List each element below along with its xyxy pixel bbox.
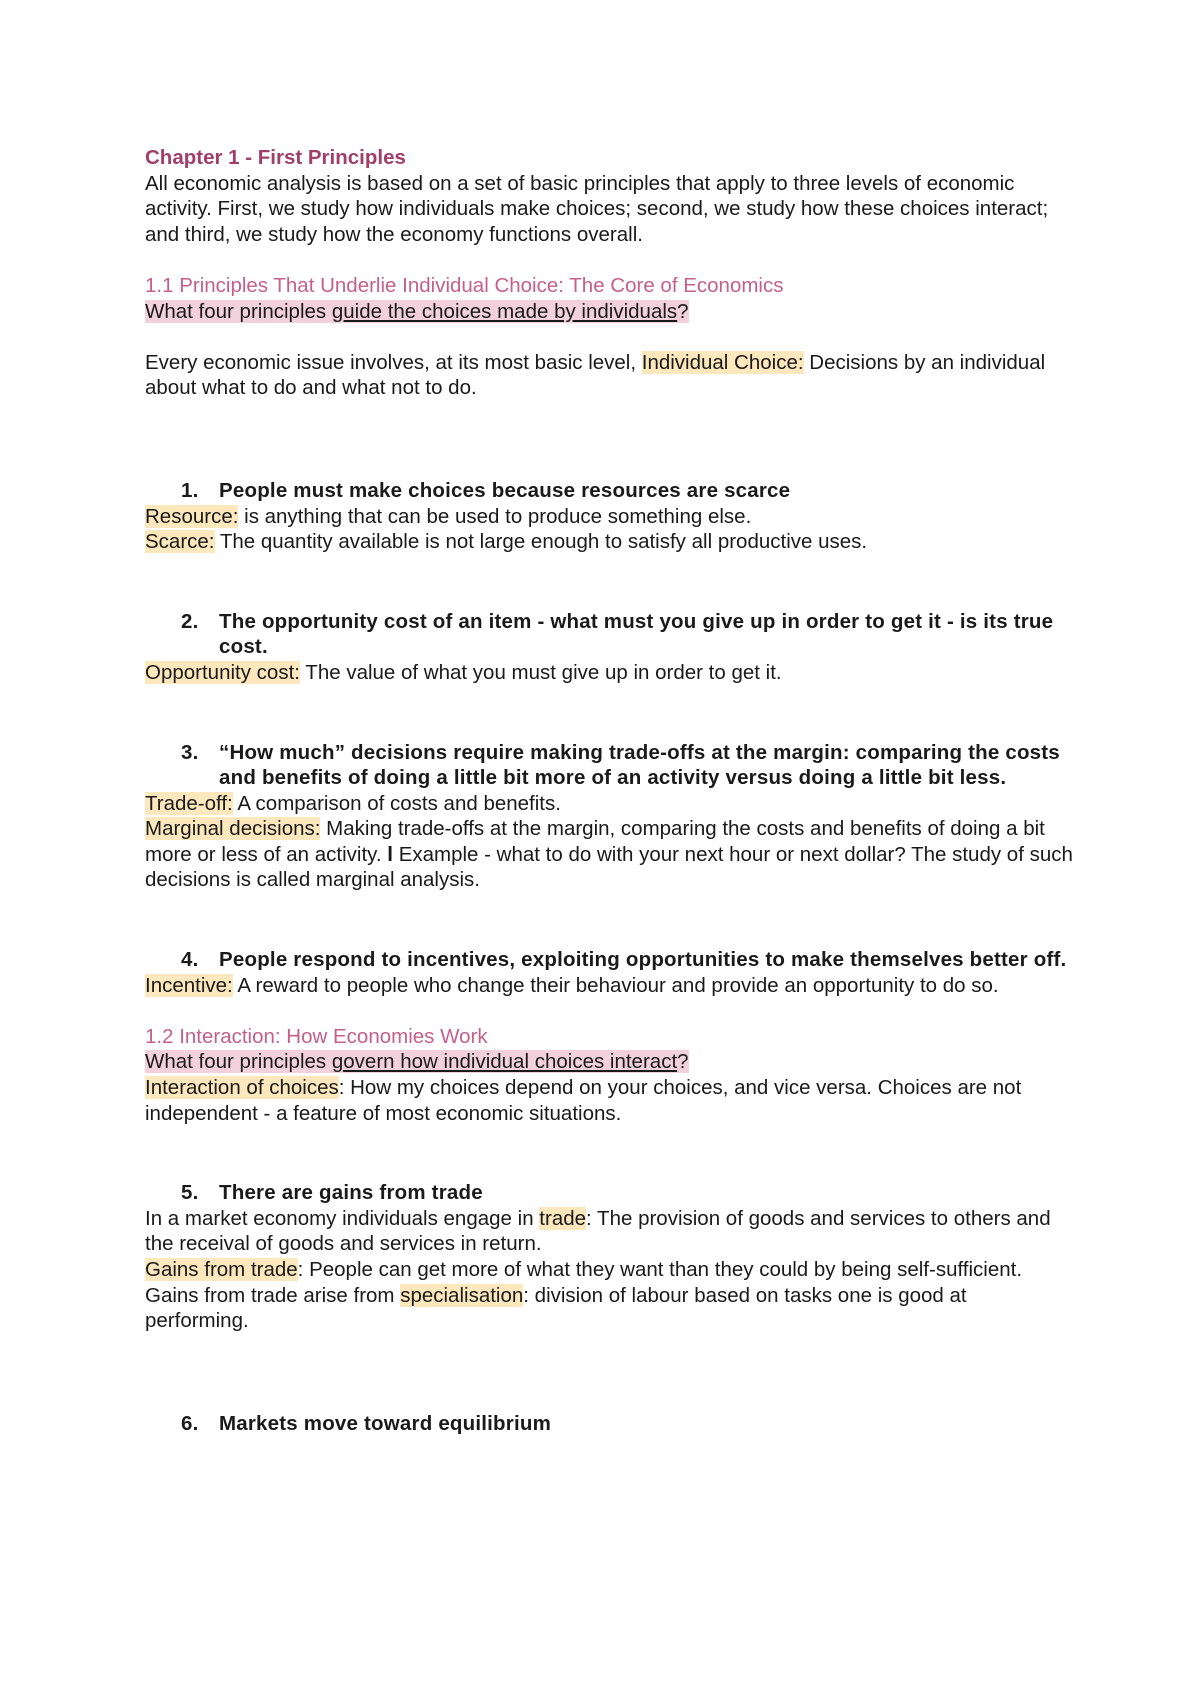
principle-heading-2: 2. The opportunity cost of an item - what must you give up in order to get it - is its true cost.	[181, 609, 1054, 659]
section-question-1-2: What four principles govern how individual choices interact?	[145, 1050, 689, 1074]
chapter-title: Chapter 1 - First Principles	[145, 146, 406, 169]
principle-heading-4: 4. People respond to incentives, exploiting opportunities to make themselves better off.	[181, 948, 1067, 972]
section-heading-1-1: 1.1 Principles That Underlie Individual Choice: The Core of Economics	[145, 273, 784, 297]
principle-heading-6: 6. Markets move toward equilibrium	[181, 1411, 551, 1435]
specialisation-paragraph: Gains from trade arise from specialisation: division of labour based on tasks one is good at performing.	[145, 1283, 967, 1333]
definition-incentive: Incentive: A reward to people who change their behaviour and provide an opportunity to do so.	[145, 973, 999, 997]
principle-heading-5: 5. There are gains from trade	[181, 1181, 483, 1205]
section-heading-1-2: 1.2 Interaction: How Economies Work	[145, 1024, 488, 1048]
principle-heading-3: 3. “How much” decisions require making trade-offs at the margin: comparing the costs and benefits of doing a little bit more of an activity versus doing a little bit less.	[181, 740, 1060, 790]
definition-resource: Resource: is anything that can be used to produce something else.	[145, 504, 752, 528]
definition-opportunity-cost: Opportunity cost: The value of what you must give up in order to get it.	[145, 660, 782, 684]
section-question-1-1: What four principles guide the choices made by individuals?	[145, 299, 689, 323]
trade-paragraph: In a market economy individuals engage in trade: The provision of goods and services to others and the receival of goods and services in return.	[145, 1206, 1051, 1256]
chapter-intro: All economic analysis is based on a set of basic principles that apply to three levels of economic activity. First, we study how individuals make choices; second, we study how these choices interact; and third, we study how the economy functions overall.	[145, 171, 1049, 246]
individual-choice-paragraph: Every economic issue involves, at its most basic level, Individual Choice: Decisions by an individual about what to do and what not to do.	[145, 350, 1046, 400]
definition-gains-from-trade: Gains from trade: People can get more of what they want than they could by being self-sufficient.	[145, 1258, 1023, 1281]
principle-heading-1: 1. People must make choices because resources are scarce	[181, 478, 791, 502]
definition-trade-off: Trade-off: A comparison of costs and benefits.	[145, 791, 561, 815]
definition-scarce: Scarce: The quantity available is not large enough to satisfy all productive uses.	[145, 530, 868, 554]
document-page	[145, 145, 1075, 1436]
definition-marginal-decisions: Marginal decisions: Making trade-offs at the margin, comparing the costs and benefits of doing a bit more or less of an activity. l Example - what to do with your next hour or next dollar? The study of such decisions is called marginal analysis.	[145, 817, 1073, 892]
definition-interaction-of-choices: Interaction of choices: How my choices depend on your choices, and vice versa. Choices are not independent - a feature of most economic situations.	[145, 1076, 1022, 1125]
term-highlight: Individual Choice:	[641, 350, 804, 374]
